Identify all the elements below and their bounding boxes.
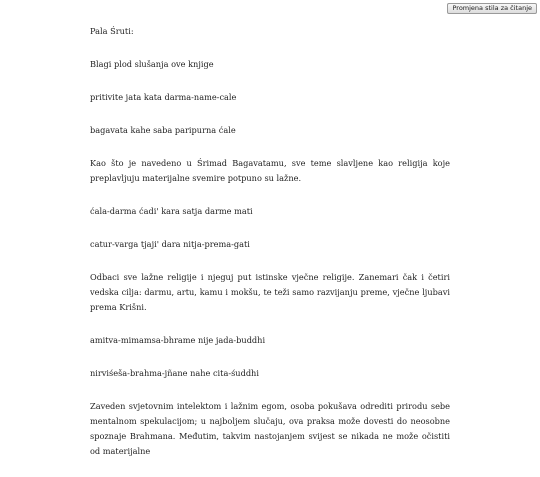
paragraph-verse: pritivite jata kata darma-name-cale <box>90 92 237 102</box>
paragraph-commentary: Odbaci sve lažne religije i njeguj put istinske vječne religije. Zanemari čak i četiri vedska cilja: darmu, artu, kamu i mokšu, te teži samo razvijanju preme, vječne ljubavi prema Krišni. <box>90 272 450 312</box>
paragraph-heading: Pala Śruti: <box>90 26 134 36</box>
reading-style-toggle-button[interactable]: Promjena stila za čitanje <box>447 3 537 14</box>
paragraph-verse: ćala-darma ćadi' kara satja darme mati <box>90 206 253 216</box>
paragraph-verse: amitva-mimamsa-bhrame nije jada-buddhi <box>90 335 266 345</box>
article-body <box>90 24 450 477</box>
paragraph-commentary: Kao što je navedeno u Śrimad Bagavatamu, sve teme slavljene kao religija koje preplavljuju materijalne svemire potpuno su lažne. <box>90 158 450 183</box>
paragraph-commentary: Zaveden svjetovnim intelektom i lažnim egom, osoba pokušava odrediti prirodu sebe mentalnom spekulacijom; u najboljem slučaju, ova praksa može dovesti do neosobne spoznaje Brahmana. Međutim, takvim nastojanjem svijest se nikada ne može očistiti od materijalne <box>90 401 450 456</box>
paragraph-verse: nirviśeša-brahma-jñane nahe cita-śuddhi <box>90 368 259 378</box>
paragraph-verse-title: Blagi plod slušanja ove knjige <box>90 59 214 69</box>
paragraph-verse: catur-varga tjaji' dara nitja-prema-gati <box>90 239 250 249</box>
paragraph-verse: bagavata kahe saba paripurna ćale <box>90 125 236 135</box>
